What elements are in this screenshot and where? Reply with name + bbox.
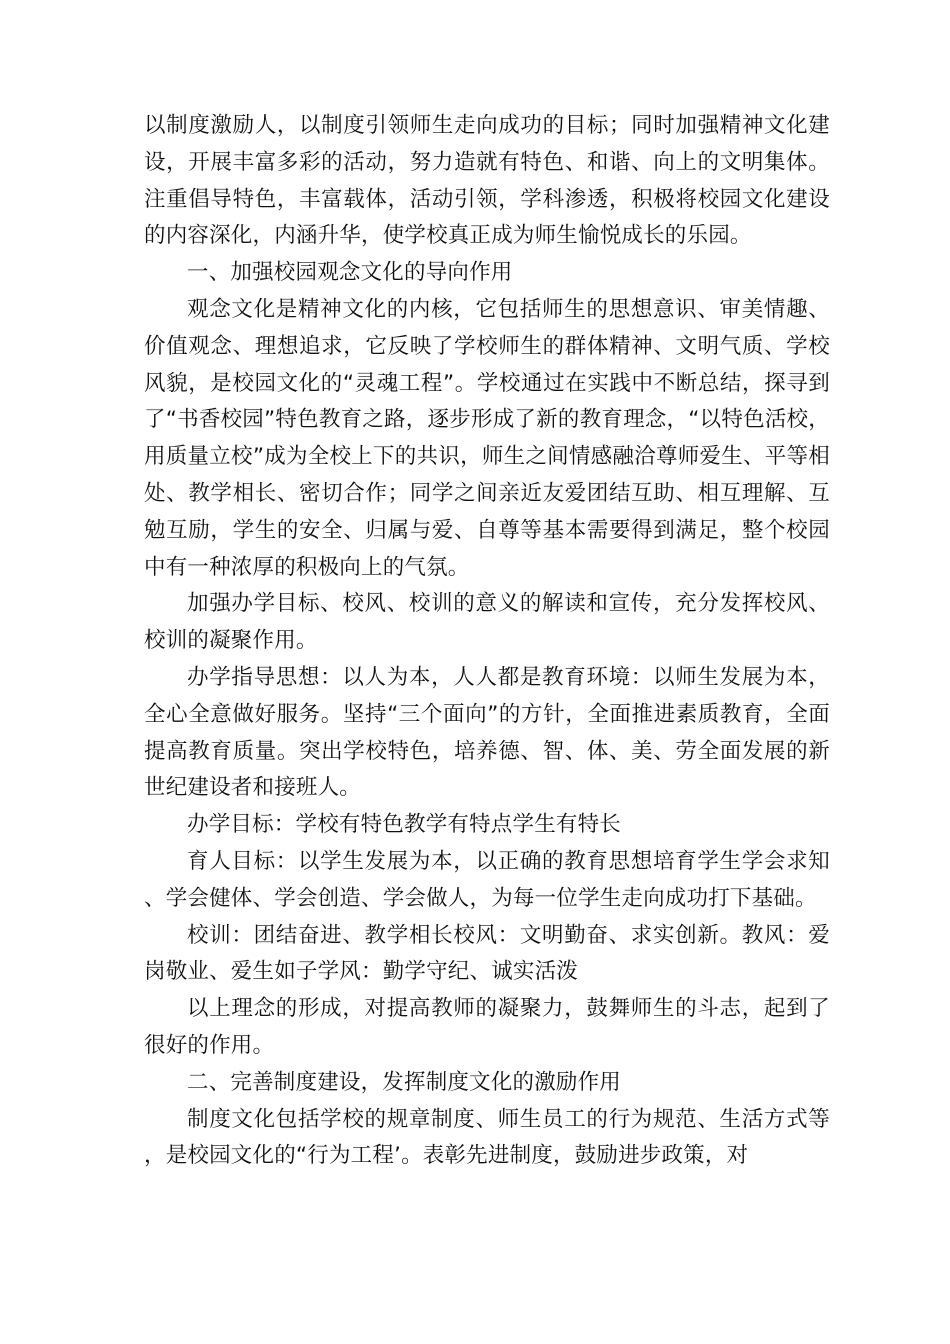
paragraph: 以制度激励人，以制度引领师生走向成功的目标；同时加强精神文化建设，开展丰富多彩的活动，努力造就有特色、和谐、向上的文明集体。注重倡导特色，丰富载体，活动引领，学科渗透，积极将校园文化建设的内容深化，内涵升华，使学校真正成为师生愉悦成长的乐园。	[144, 113, 830, 249]
paragraph: 育人目标：以学生发展为本，以正确的教育思想培育学生学会求知、学会健体、学会创造、学会做人，为每一位学生走向成功打下基础。	[144, 848, 830, 911]
paragraph: 校训：团结奋进、教学相长校风：文明勤奋、求实创新。教风：爱岗敬业、爱生如子学风：勤学守纪、诚实活泼	[144, 922, 830, 985]
paragraph: 观念文化是精神文化的内核，它包括师生的思想意识、审美情趣、价值观念、理想追求，它反映了学校师生的群体精神、文明气质、学校风貌，是校园文化的“灵魂工程”。学校通过在实践中不断总结，探寻到了“书香校园”特色教育之路，逐步形成了新的教育理念，“以特色活校，用质量立校”成为全校上下的共识，师生之间情感融洽尊师爱生、平等相处、教学相长、密切合作；同学之间亲近友爱团结互助、相互理解、互勉互励，学生的安全、归属与爱、自尊等基本需要得到满足，整个校园中有一种浓厚的积极向上的气氛。	[144, 296, 830, 580]
paragraph: 办学指导思想：以人为本，人人都是教育环境：以师生发展为本，全心全意做好服务。坚持“三个面向”的方针，全面推进素质教育，全面提高教育质量。突出学校特色，培养德、智、体、美、劳全面发展的新世纪建设者和接班人。	[144, 664, 830, 801]
paragraph: 办学目标：学校有特色教学有特点学生有特长	[187, 812, 622, 838]
paragraph: 以上理念的形成，对提高教师的凝聚力，鼓舞师生的斗志，起到了很好的作用。	[144, 996, 830, 1058]
paragraph: 制度文化包括学校的规章制度、师生员工的行为规范、生活方式等，是校园文化的“行为工程’。表彰先进制度，鼓励进步政策，对	[144, 1106, 830, 1169]
paragraph: 加强办学目标、校风、校训的意义的解读和宣传，充分发挥校风、校训的凝聚作用。	[144, 591, 830, 654]
section-heading: 二、完善制度建设，发挥制度文化的激励作用	[187, 1069, 622, 1095]
document-page	[144, 108, 830, 1175]
section-heading: 一、加强校园观念文化的导向作用	[187, 260, 513, 286]
